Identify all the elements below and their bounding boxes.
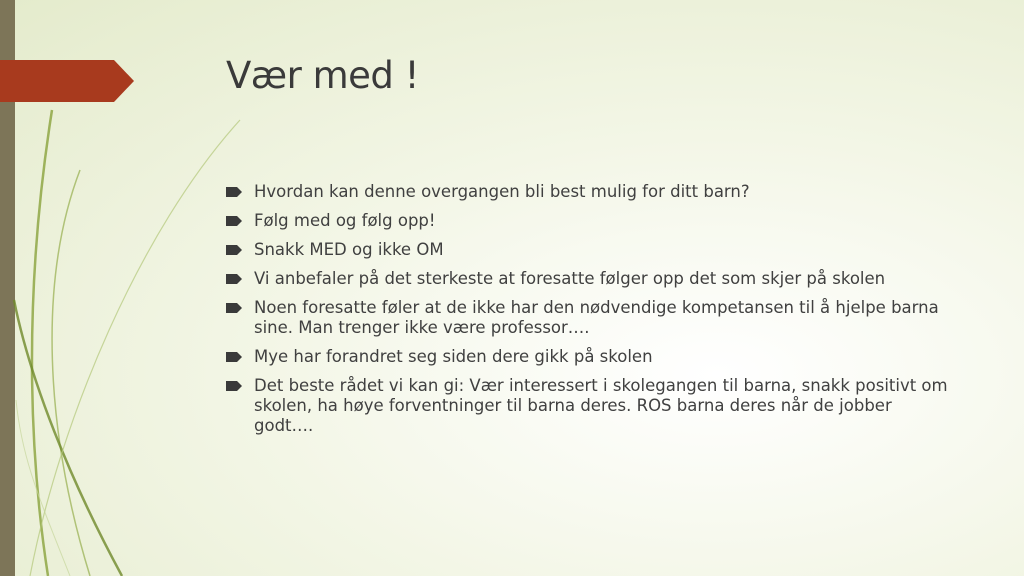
arrow-bullet-icon	[226, 187, 242, 197]
bullet-item	[226, 211, 956, 231]
title-arrow-banner	[0, 60, 136, 102]
bullet-item	[226, 298, 956, 338]
arrow-bullet-icon	[226, 245, 242, 255]
bullet-item	[226, 347, 956, 367]
arrow-bullet-icon	[226, 274, 242, 284]
arrow-bullet-icon	[226, 381, 242, 391]
arrow-bullet-icon	[226, 352, 242, 362]
bullet-text: Snakk MED og ikke OM	[254, 240, 444, 259]
bullet-text: Følg med og følg opp!	[254, 211, 436, 230]
bullet-list	[226, 182, 956, 445]
bullet-text: Hvordan kan denne overgangen bli best mulig for ditt barn?	[254, 182, 750, 201]
bullet-text: Vi anbefaler på det sterkeste at foresatte følger opp det som skjer på skolen	[254, 269, 886, 288]
bullet-text: Det beste rådet vi kan gi: Vær interessert i skolegangen til barna, snakk positivt om skolen, ha høye forventninger til barna deres. ROS barna deres når de jobber godt….	[254, 376, 948, 435]
bullet-text: Noen foresatte føler at de ikke har den nødvendige kompetansen til å hjelpe barna sine. Man trenger ikke være professor….	[254, 298, 939, 337]
slide-title: Vær med !	[226, 54, 420, 97]
arrow-bullet-icon	[226, 216, 242, 226]
bullet-item	[226, 269, 956, 289]
bullet-item	[226, 240, 956, 260]
arrow-bullet-icon	[226, 303, 242, 313]
bullet-item	[226, 376, 956, 436]
bullet-item	[226, 182, 956, 202]
bullet-text: Mye har forandret seg siden dere gikk på skolen	[254, 347, 653, 366]
